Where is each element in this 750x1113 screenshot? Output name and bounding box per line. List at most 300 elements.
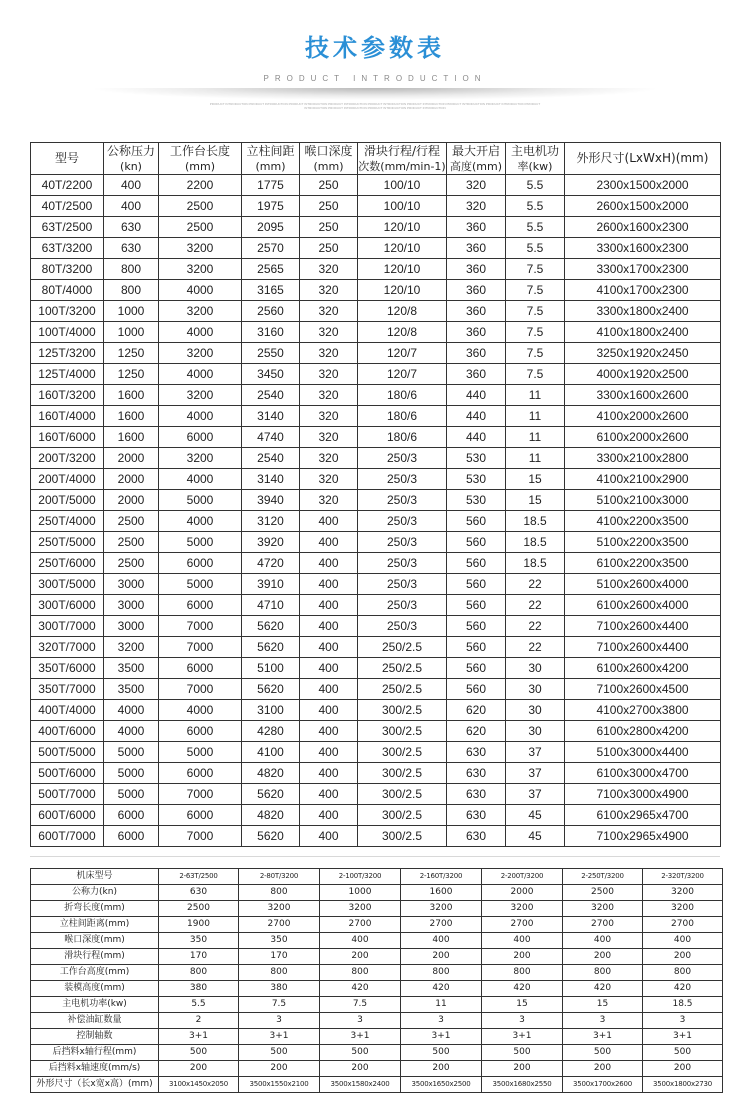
table-cell: 320 — [300, 322, 358, 343]
table-row — [31, 1061, 723, 1077]
table-cell: 6000 — [159, 763, 242, 784]
table-cell: 620 — [447, 700, 506, 721]
table-cell: 630 — [447, 763, 506, 784]
table-cell: 3500x1580x2400 — [320, 1077, 401, 1093]
table-row — [31, 259, 721, 280]
table-cell: 320 — [300, 259, 358, 280]
table-cell: 250/3 — [358, 490, 447, 511]
table-cell: 3200 — [159, 448, 242, 469]
table-cell: 200 — [401, 1061, 482, 1077]
table-cell: 40T/2200 — [31, 175, 104, 196]
table-cell: 350T/7000 — [31, 679, 104, 700]
table-cell: 1600 — [104, 427, 159, 448]
table-cell: 3000 — [104, 616, 159, 637]
table-cell: 400 — [300, 616, 358, 637]
table-cell: 4000 — [159, 280, 242, 301]
table-cell: 400 — [300, 511, 358, 532]
table-cell: 400 — [643, 933, 723, 949]
table-cell: 30 — [506, 721, 565, 742]
table-cell: 2-80T/3200 — [239, 869, 320, 885]
table-cell: 400 — [300, 784, 358, 805]
table-cell: 200 — [320, 949, 401, 965]
table-row — [31, 1029, 723, 1045]
table-cell: 3300x1600x2300 — [565, 238, 721, 259]
table-cell: 30 — [506, 700, 565, 721]
table-cell: 3500x1680x2550 — [482, 1077, 563, 1093]
table-cell: 420 — [643, 981, 723, 997]
table-cell: 420 — [563, 981, 643, 997]
table-cell: 2200 — [159, 175, 242, 196]
table-cell: 800 — [401, 965, 482, 981]
table-cell: 2000 — [104, 448, 159, 469]
table-cell: 630 — [447, 742, 506, 763]
table-row — [31, 917, 723, 933]
table-cell: 120/10 — [358, 238, 447, 259]
table-cell: 560 — [447, 679, 506, 700]
table-cell: 3 — [239, 1013, 320, 1029]
table-cell: 6000 — [159, 805, 242, 826]
table-cell: 350 — [239, 933, 320, 949]
table-cell: 3+1 — [643, 1029, 723, 1045]
table-row — [31, 1077, 723, 1093]
table-cell: 800 — [563, 965, 643, 981]
table-cell: 560 — [447, 553, 506, 574]
table-cell: 250/2.5 — [358, 637, 447, 658]
column-header — [506, 143, 565, 175]
table-row — [31, 933, 723, 949]
table-cell: 1600 — [104, 385, 159, 406]
table-cell: 4000x1920x2500 — [565, 364, 721, 385]
table-cell: 3 — [320, 1013, 401, 1029]
row-label: 喉口深度(mm) — [31, 933, 159, 949]
table-row — [31, 490, 721, 511]
table-row — [31, 637, 721, 658]
table-cell: 4100x2000x2600 — [565, 406, 721, 427]
table-cell: 45 — [506, 805, 565, 826]
table-cell: 500 — [401, 1045, 482, 1061]
table-cell: 7100x3000x4900 — [565, 784, 721, 805]
table-cell: 4000 — [159, 700, 242, 721]
table-cell: 170 — [239, 949, 320, 965]
table-cell: 320 — [300, 343, 358, 364]
table-cell: 3 — [643, 1013, 723, 1029]
table-cell: 22 — [506, 616, 565, 637]
table-cell: 2600x1500x2000 — [565, 196, 721, 217]
table-cell: 125T/3200 — [31, 343, 104, 364]
table-cell: 350 — [159, 933, 239, 949]
table-cell: 6100x3000x4700 — [565, 763, 721, 784]
column-header-label: 工作台长度 — [169, 143, 230, 158]
table-cell: 5100x2600x4000 — [565, 574, 721, 595]
table-cell: 300T/5000 — [31, 574, 104, 595]
table-cell: 37 — [506, 763, 565, 784]
table-cell: 800 — [482, 965, 563, 981]
table-cell: 300/2.5 — [358, 763, 447, 784]
table-header-row — [31, 143, 721, 175]
table-cell: 120/10 — [358, 217, 447, 238]
table-cell: 120/10 — [358, 259, 447, 280]
table-cell: 530 — [447, 448, 506, 469]
table-cell: 380 — [159, 981, 239, 997]
column-header-unit: (mm) — [255, 159, 286, 173]
table-cell: 200 — [239, 1061, 320, 1077]
table-cell: 120/8 — [358, 322, 447, 343]
table-cell: 3250x1920x2450 — [565, 343, 721, 364]
table-cell: 5000 — [159, 574, 242, 595]
table-cell: 1250 — [104, 364, 159, 385]
table-row — [31, 658, 721, 679]
table-cell: 100T/3200 — [31, 301, 104, 322]
table-cell: 400 — [300, 658, 358, 679]
table-cell: 160T/6000 — [31, 427, 104, 448]
table-cell: 3500x1800x2730 — [643, 1077, 723, 1093]
table-cell: 800 — [320, 965, 401, 981]
table-cell: 2600x1600x2300 — [565, 217, 721, 238]
table-row — [31, 385, 721, 406]
row-label: 工作台高度(mm) — [31, 965, 159, 981]
table-cell: 180/6 — [358, 427, 447, 448]
table-row — [31, 427, 721, 448]
table-cell: 400 — [300, 763, 358, 784]
table-row — [31, 965, 723, 981]
table-cell: 180/6 — [358, 385, 447, 406]
column-header — [358, 143, 447, 175]
table-cell: 3140 — [242, 406, 300, 427]
table-cell: 7.5 — [506, 364, 565, 385]
table-cell: 6000 — [104, 826, 159, 847]
row-label: 滑块行程(mm) — [31, 949, 159, 965]
table-cell: 630 — [104, 217, 159, 238]
table-cell: 11 — [401, 997, 482, 1013]
column-header-label: 立柱间距 — [246, 143, 295, 158]
table-cell: 5.5 — [506, 175, 565, 196]
table-cell: 6000 — [159, 658, 242, 679]
table-cell: 320 — [300, 490, 358, 511]
table-cell: 300/2.5 — [358, 826, 447, 847]
table-cell: 1250 — [104, 343, 159, 364]
table-row — [31, 448, 721, 469]
table-cell: 2540 — [242, 385, 300, 406]
table-row — [31, 532, 721, 553]
table-cell: 3200 — [482, 901, 563, 917]
table-cell: 5620 — [242, 679, 300, 700]
table-cell: 2700 — [643, 917, 723, 933]
table-cell: 4710 — [242, 595, 300, 616]
table-cell: 630 — [447, 784, 506, 805]
table-row — [31, 343, 721, 364]
column-header-unit: 高度(mm) — [449, 159, 502, 173]
column-header-unit: 率(kw) — [517, 159, 553, 173]
table-cell: 100/10 — [358, 175, 447, 196]
table-cell: 7000 — [159, 637, 242, 658]
table-cell: 530 — [447, 490, 506, 511]
table-cell: 2565 — [242, 259, 300, 280]
table-row — [31, 553, 721, 574]
table-cell: 3000 — [104, 574, 159, 595]
table-cell: 3920 — [242, 532, 300, 553]
table-row — [31, 700, 721, 721]
table-row — [31, 949, 723, 965]
table-cell: 2560 — [242, 301, 300, 322]
table-cell: 200T/3200 — [31, 448, 104, 469]
table-cell: 7.5 — [506, 322, 565, 343]
table-cell: 1000 — [104, 301, 159, 322]
table-cell: 3+1 — [320, 1029, 401, 1045]
table-cell: 2700 — [239, 917, 320, 933]
table-cell: 200 — [563, 1061, 643, 1077]
table-cell: 5000 — [104, 742, 159, 763]
table-cell: 11 — [506, 406, 565, 427]
column-header — [159, 143, 242, 175]
table-cell: 400 — [300, 805, 358, 826]
table-cell: 3120 — [242, 511, 300, 532]
table-row — [31, 175, 721, 196]
table-cell: 11 — [506, 448, 565, 469]
column-header-label: 最大开启 — [451, 143, 500, 158]
table-cell: 7.5 — [506, 301, 565, 322]
table-cell: 7100x2600x4400 — [565, 616, 721, 637]
column-header-label: 型号 — [54, 151, 79, 165]
table-cell: 6000 — [159, 721, 242, 742]
table-cell: 500 — [563, 1045, 643, 1061]
table-cell: 4100x1700x2300 — [565, 280, 721, 301]
table-cell: 2300x1500x2000 — [565, 175, 721, 196]
table-cell: 560 — [447, 658, 506, 679]
table-cell: 2500 — [104, 532, 159, 553]
table-cell: 3200 — [159, 259, 242, 280]
table-cell: 500 — [320, 1045, 401, 1061]
table-cell: 3300x1800x2400 — [565, 301, 721, 322]
table-cell: 250/3 — [358, 511, 447, 532]
table-cell: 800 — [239, 965, 320, 981]
table-cell: 440 — [447, 385, 506, 406]
table-cell: 420 — [320, 981, 401, 997]
table-cell: 560 — [447, 637, 506, 658]
row-label: 控制轴数 — [31, 1029, 159, 1045]
table-cell: 300/2.5 — [358, 805, 447, 826]
column-header-unit: 次数(mm/min-1) — [358, 159, 446, 173]
table-row — [31, 1045, 723, 1061]
table-cell: 1600 — [401, 885, 482, 901]
table-cell: 3300x1600x2600 — [565, 385, 721, 406]
table-cell: 320 — [300, 385, 358, 406]
column-header-label: 主电机功 — [510, 143, 559, 158]
table-cell: 400 — [300, 679, 358, 700]
table-cell: 3200 — [159, 301, 242, 322]
column-header — [300, 143, 358, 175]
table-cell: 320 — [300, 448, 358, 469]
table-cell: 63T/3200 — [31, 238, 104, 259]
table-cell: 4100 — [242, 742, 300, 763]
table-cell: 5.5 — [506, 238, 565, 259]
table-cell: 3200 — [104, 637, 159, 658]
table-cell: 250/3 — [358, 532, 447, 553]
table-cell: 250T/5000 — [31, 532, 104, 553]
row-label: 补偿油缸数量 — [31, 1013, 159, 1029]
table-cell: 360 — [447, 217, 506, 238]
table-row — [31, 679, 721, 700]
table-cell: 120/8 — [358, 301, 447, 322]
table-cell: 120/10 — [358, 280, 447, 301]
row-label: 后挡料x轴行程(mm) — [31, 1045, 159, 1061]
table-cell: 560 — [447, 532, 506, 553]
row-label: 外形尺寸（长x宽x高）(mm) — [31, 1077, 159, 1093]
table-cell: 3140 — [242, 469, 300, 490]
table-cell: 2500 — [159, 901, 239, 917]
table-cell: 1600 — [104, 406, 159, 427]
table-cell: 560 — [447, 595, 506, 616]
row-label: 立柱间距离(mm) — [31, 917, 159, 933]
table-cell: 6100x2000x2600 — [565, 427, 721, 448]
table-cell: 18.5 — [506, 532, 565, 553]
table-cell: 3160 — [242, 322, 300, 343]
table-cell: 18.5 — [506, 511, 565, 532]
table-cell: 18.5 — [643, 997, 723, 1013]
table-cell: 3 — [563, 1013, 643, 1029]
table-cell: 400 — [300, 700, 358, 721]
table-cell: 3910 — [242, 574, 300, 595]
table-cell: 420 — [401, 981, 482, 997]
table-cell: 6100x2600x4000 — [565, 595, 721, 616]
table-cell: 3200 — [320, 901, 401, 917]
table-cell: 250/3 — [358, 595, 447, 616]
table-cell: 6100x2965x4700 — [565, 805, 721, 826]
table-cell: 300T/6000 — [31, 595, 104, 616]
column-header-label: 外形尺寸(LxWxH)(mm) — [576, 151, 709, 165]
table-row — [31, 511, 721, 532]
table-cell: 11 — [506, 385, 565, 406]
table-row — [31, 901, 723, 917]
table-cell: 2500 — [159, 196, 242, 217]
table-cell: 6000 — [159, 595, 242, 616]
table-cell: 2500 — [563, 885, 643, 901]
section-divider — [30, 856, 720, 857]
column-header — [242, 143, 300, 175]
table-cell: 5000 — [159, 742, 242, 763]
table-cell: 250T/6000 — [31, 553, 104, 574]
table-cell: 300/2.5 — [358, 742, 447, 763]
table-cell: 4000 — [159, 322, 242, 343]
table-cell: 18.5 — [506, 553, 565, 574]
table-cell: 5620 — [242, 826, 300, 847]
table-cell: 200T/4000 — [31, 469, 104, 490]
table-cell: 320 — [300, 364, 358, 385]
table-cell: 7.5 — [506, 280, 565, 301]
table-cell: 500T/7000 — [31, 784, 104, 805]
table-cell: 3000 — [104, 595, 159, 616]
table-cell: 3200 — [159, 343, 242, 364]
table-row — [31, 301, 721, 322]
table-cell: 7000 — [159, 616, 242, 637]
table-cell: 400T/4000 — [31, 700, 104, 721]
table-cell: 400 — [104, 196, 159, 217]
table-cell: 7.5 — [239, 997, 320, 1013]
table-cell: 4000 — [159, 364, 242, 385]
table-cell: 320 — [447, 196, 506, 217]
table-cell: 2-160T/3200 — [401, 869, 482, 885]
table-cell: 440 — [447, 427, 506, 448]
table-cell: 500 — [159, 1045, 239, 1061]
table-cell: 400 — [300, 574, 358, 595]
table-cell: 200 — [482, 949, 563, 965]
table-cell: 2700 — [320, 917, 401, 933]
table-cell: 3450 — [242, 364, 300, 385]
table-cell: 3165 — [242, 280, 300, 301]
table-cell: 22 — [506, 595, 565, 616]
table-cell: 2000 — [482, 885, 563, 901]
table-cell: 250/3 — [358, 553, 447, 574]
table-cell: 4100x2100x2900 — [565, 469, 721, 490]
table-cell: 530 — [447, 469, 506, 490]
table-cell: 160T/4000 — [31, 406, 104, 427]
column-header — [447, 143, 506, 175]
table-cell: 170 — [159, 949, 239, 965]
table-cell: 3200 — [643, 885, 723, 901]
table-cell: 37 — [506, 742, 565, 763]
table-cell: 6000 — [159, 427, 242, 448]
table-row — [31, 763, 721, 784]
table-cell: 400 — [401, 933, 482, 949]
table-cell: 3200 — [239, 901, 320, 917]
table-cell: 200 — [643, 1061, 723, 1077]
table-cell: 360 — [447, 322, 506, 343]
table-cell: 2-250T/3200 — [563, 869, 643, 885]
row-label: 后挡料x轴速度(mm/s) — [31, 1061, 159, 1077]
table-cell: 2095 — [242, 217, 300, 238]
table-cell: 1900 — [159, 917, 239, 933]
table-cell: 3100 — [242, 700, 300, 721]
table-cell: 400 — [563, 933, 643, 949]
table-cell: 250/2.5 — [358, 679, 447, 700]
table-cell: 380 — [239, 981, 320, 997]
column-header — [31, 143, 104, 175]
column-header-label: 公称压力 — [106, 143, 155, 158]
table-cell: 2500 — [159, 217, 242, 238]
table-row — [31, 826, 721, 847]
table-cell: 3300x1700x2300 — [565, 259, 721, 280]
table-cell: 360 — [447, 280, 506, 301]
table-cell: 7.5 — [506, 343, 565, 364]
table-cell: 7000 — [159, 784, 242, 805]
table-cell: 15 — [506, 469, 565, 490]
table-cell: 125T/4000 — [31, 364, 104, 385]
table-row — [31, 805, 721, 826]
table-cell: 5620 — [242, 616, 300, 637]
table-cell: 3 — [401, 1013, 482, 1029]
table-cell: 5000 — [104, 784, 159, 805]
table-cell: 3+1 — [239, 1029, 320, 1045]
row-label: 折弯长度(mm) — [31, 901, 159, 917]
table-cell: 500 — [239, 1045, 320, 1061]
table-cell: 30 — [506, 658, 565, 679]
table-cell: 5000 — [104, 763, 159, 784]
table-cell: 5.5 — [506, 217, 565, 238]
table-row — [31, 784, 721, 805]
table-cell: 800 — [643, 965, 723, 981]
table-cell: 4000 — [104, 721, 159, 742]
table-cell: 3200 — [159, 238, 242, 259]
table-cell: 5100x3000x4400 — [565, 742, 721, 763]
table-cell: 400 — [320, 933, 401, 949]
table-cell: 400T/6000 — [31, 721, 104, 742]
spec-table-hydraulic — [30, 142, 721, 847]
table-cell: 320 — [300, 280, 358, 301]
table-cell: 360 — [447, 259, 506, 280]
table-cell: 2000 — [104, 490, 159, 511]
table-cell: 2-200T/3200 — [482, 869, 563, 885]
table-cell: 320 — [447, 175, 506, 196]
table-cell: 7000 — [159, 679, 242, 700]
